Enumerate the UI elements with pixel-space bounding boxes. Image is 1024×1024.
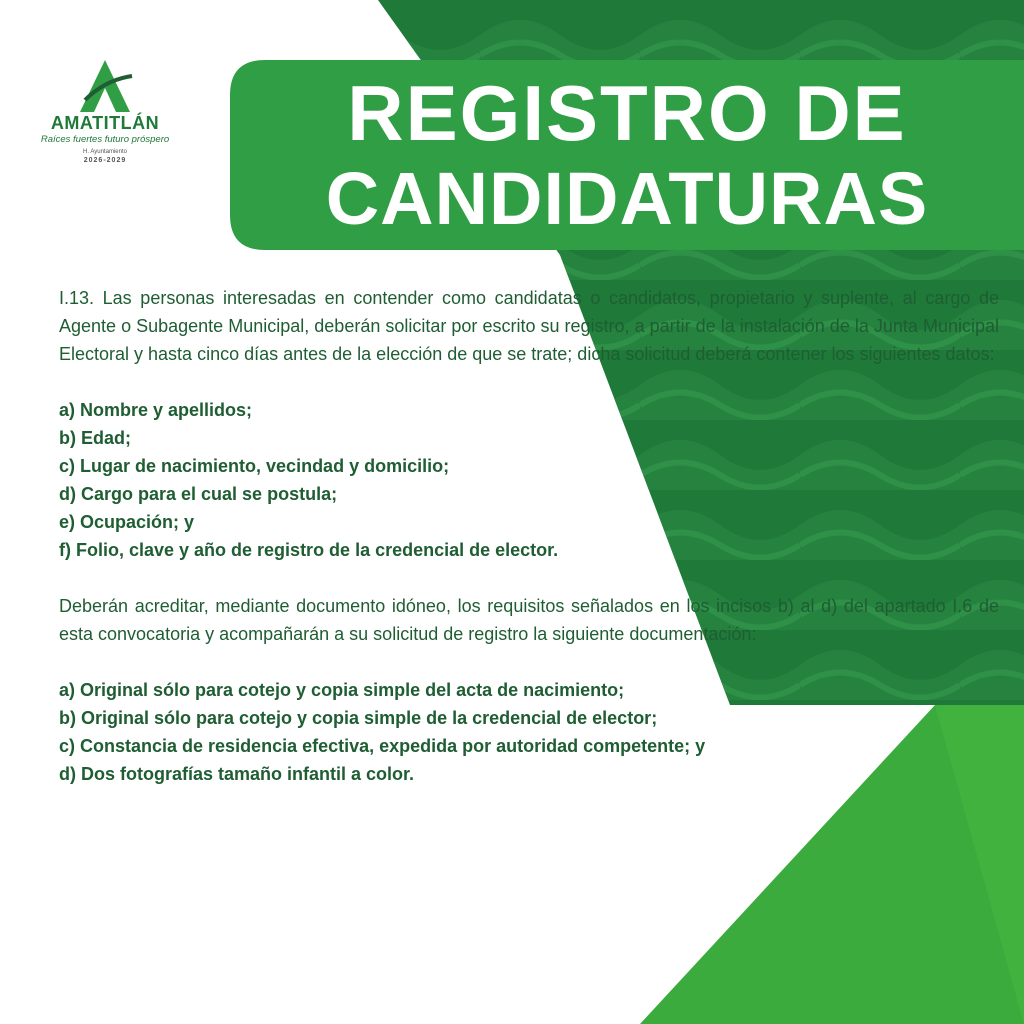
list-item: a) Original sólo para cotejo y copia simple del acta de nacimiento; bbox=[59, 680, 625, 700]
list-item: c) Lugar de nacimiento, vecindad y domicilio; bbox=[59, 456, 450, 476]
documents-list bbox=[59, 676, 999, 788]
list-item: d) Cargo para el cual se postula; bbox=[59, 484, 338, 504]
documents-paragraph: Deberán acreditar, mediante documento idóneo, los requisitos señalados en los incisos b) al d) del apartado I.6 de esta convocatoria y acompañarán a su solicitud de registro la siguiente documentación: bbox=[59, 596, 999, 644]
list-item: f) Folio, clave y año de registro de la credencial de elector. bbox=[59, 540, 559, 560]
amatitlan-logo bbox=[30, 58, 180, 170]
logo-slogan: Raíces fuertes futuro próspero bbox=[40, 134, 170, 145]
list-item: a) Nombre y apellidos; bbox=[59, 400, 253, 420]
list-item: d) Dos fotografías tamaño infantil a color. bbox=[59, 764, 415, 784]
list-item: b) Edad; bbox=[59, 428, 131, 448]
content-body bbox=[59, 284, 999, 788]
list-item: e) Ocupación; y bbox=[59, 512, 195, 532]
page-title bbox=[230, 60, 1024, 250]
amatitlan-logo-icon bbox=[30, 58, 180, 114]
logo-name: AMATITLÁN bbox=[50, 113, 160, 133]
list-item: b) Original sólo para cotejo y copia simple de la credencial de elector; bbox=[59, 708, 658, 728]
list-item: c) Constancia de residencia efectiva, expedida por autoridad competente; y bbox=[59, 736, 706, 756]
title-line-1: REGISTRO DE bbox=[347, 69, 907, 157]
requirements-list bbox=[59, 396, 999, 564]
logo-years: 2026-2029 bbox=[83, 157, 127, 164]
logo-subtitle: H. Ayuntamiento bbox=[83, 149, 127, 155]
intro-paragraph: I.13. Las personas interesadas en contender como candidatas o candidatos, propietario y suplente, al cargo de Agente o Subagente Municipal, deberán solicitar por escrito su registro, a partir de la instalación de la Junta Municipal Electoral y hasta cinco días antes de la elección de que se trate; dicha solicitud deberá contener los siguientes datos: bbox=[59, 288, 999, 364]
title-line-2: CANDIDATURAS bbox=[325, 157, 929, 240]
